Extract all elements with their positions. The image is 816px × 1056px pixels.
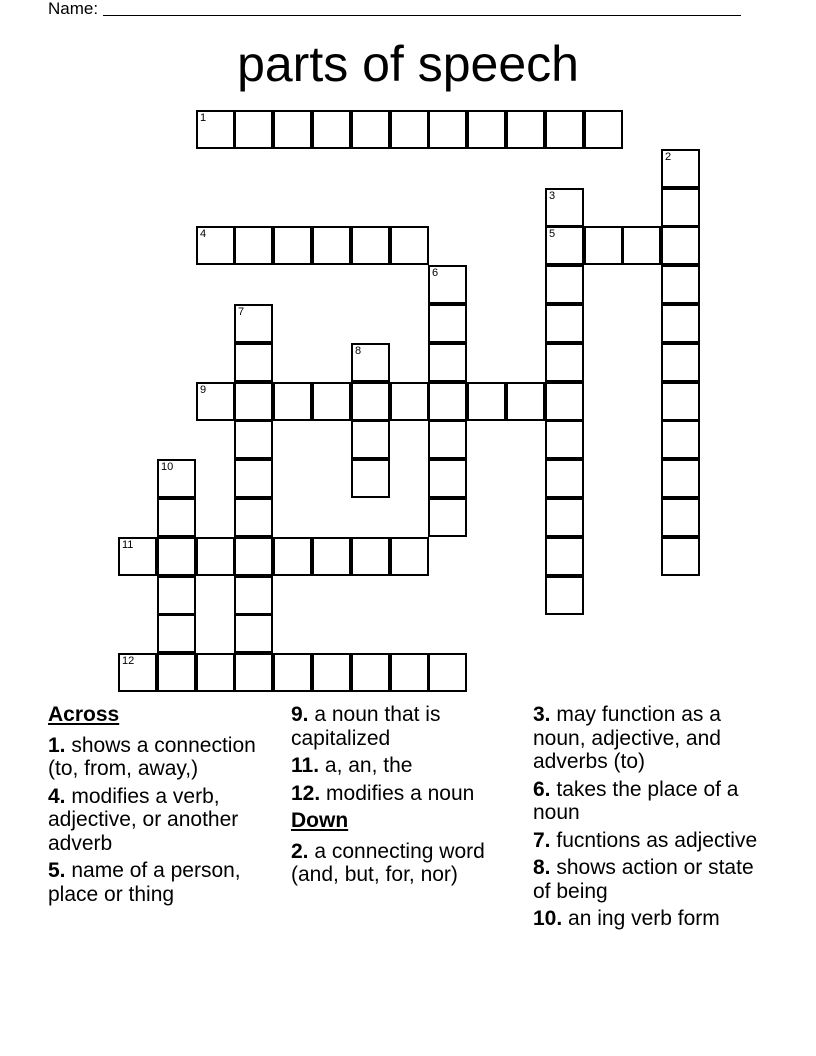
crossword-cell[interactable] — [390, 382, 429, 421]
cell-number: 7 — [238, 306, 245, 318]
clues-column-3 — [533, 703, 769, 935]
cell-number: 10 — [161, 461, 174, 473]
crossword-cell[interactable] — [661, 188, 700, 227]
crossword-cell[interactable] — [234, 614, 273, 653]
crossword-cell[interactable] — [157, 498, 196, 537]
cell-number: 11 — [122, 539, 134, 551]
crossword-cell[interactable] — [428, 265, 467, 304]
clue-text: takes the place of a noun — [533, 777, 739, 824]
crossword-cell[interactable] — [661, 537, 700, 576]
crossword-cell[interactable] — [273, 382, 312, 421]
clue-number: 11. — [291, 754, 320, 777]
clue-across-5 — [48, 859, 284, 906]
crossword-cell[interactable] — [351, 537, 390, 576]
crossword-cell[interactable] — [312, 537, 351, 576]
crossword-cell[interactable] — [312, 653, 351, 692]
crossword-cell[interactable] — [661, 149, 700, 188]
crossword-cell[interactable] — [351, 653, 390, 692]
cell-number: 5 — [549, 228, 556, 240]
crossword-cell[interactable] — [234, 653, 273, 692]
crossword-cell[interactable] — [545, 420, 584, 459]
clue-text: shows a connection (to, from, away,) — [48, 733, 256, 780]
crossword-cell[interactable] — [661, 226, 700, 265]
clue-text: fucntions as adjective — [556, 828, 758, 852]
clues-column-1 — [48, 703, 284, 910]
clue-number: 10. — [533, 907, 563, 930]
crossword-cell[interactable] — [234, 304, 273, 343]
crossword-cell[interactable] — [234, 537, 273, 576]
crossword-cell[interactable] — [234, 459, 273, 498]
crossword-cell[interactable] — [661, 382, 700, 421]
crossword-cell[interactable] — [545, 226, 584, 265]
crossword-cell[interactable] — [506, 110, 545, 149]
clue-number: 4. — [48, 784, 66, 808]
crossword-cell[interactable] — [661, 498, 700, 537]
clue-text: a connecting word (and, but, for, nor) — [291, 839, 485, 886]
crossword-cell[interactable] — [312, 226, 351, 265]
clue-number: 8. — [533, 856, 551, 879]
clue-number: 9. — [291, 703, 309, 726]
crossword-cell[interactable] — [234, 226, 273, 265]
crossword-cell[interactable] — [622, 226, 661, 265]
crossword-cell[interactable] — [428, 498, 467, 537]
crossword-cell[interactable] — [234, 576, 273, 615]
clue-number: 1. — [48, 733, 66, 757]
crossword-cell[interactable] — [351, 343, 390, 382]
crossword-cell[interactable] — [312, 110, 351, 149]
crossword-cell[interactable] — [273, 110, 312, 149]
crossword-cell[interactable] — [196, 226, 235, 265]
crossword-cell[interactable] — [428, 459, 467, 498]
clue-number: 12. — [291, 781, 321, 805]
clue-across-9 — [291, 703, 527, 750]
crossword-cell[interactable] — [545, 188, 584, 227]
crossword-cell[interactable] — [545, 382, 584, 421]
crossword-cell[interactable] — [157, 653, 196, 692]
crossword-cell[interactable] — [196, 537, 235, 576]
crossword-cell[interactable] — [545, 576, 584, 615]
cell-number: 8 — [355, 345, 362, 357]
page-title: parts of speech — [237, 36, 579, 92]
clue-text: a, an, the — [324, 754, 413, 777]
clue-down-3 — [533, 703, 769, 774]
crossword-cell[interactable] — [545, 498, 584, 537]
clue-number: 7. — [533, 828, 551, 852]
clue-number: 2. — [291, 839, 309, 863]
crossword-cell[interactable] — [157, 576, 196, 615]
clue-text: may function as a noun, adjective, and adverbs (to) — [533, 703, 721, 773]
clue-across-4 — [48, 785, 284, 856]
crossword-cell[interactable] — [351, 420, 390, 459]
crossword-cell[interactable] — [157, 459, 196, 498]
across-heading: Across — [48, 703, 120, 726]
crossword-cell[interactable] — [390, 653, 429, 692]
crossword-cell[interactable] — [545, 459, 584, 498]
crossword-cell[interactable] — [351, 382, 390, 421]
crossword-cell[interactable] — [661, 343, 700, 382]
crossword-cell[interactable] — [506, 382, 545, 421]
crossword-cell[interactable] — [428, 382, 467, 421]
crossword-cell[interactable] — [390, 226, 429, 265]
clue-across-11 — [291, 754, 527, 778]
cell-number: 2 — [665, 151, 672, 163]
clue-down-2 — [291, 840, 527, 887]
clue-text: shows action or state of being — [533, 856, 754, 903]
crossword-cell[interactable] — [196, 653, 235, 692]
crossword-cell[interactable] — [273, 226, 312, 265]
crossword-cell[interactable] — [234, 382, 273, 421]
crossword-cell[interactable] — [390, 537, 429, 576]
clue-number: 5. — [48, 859, 66, 882]
crossword-cell[interactable] — [428, 653, 467, 692]
crossword-cell[interactable] — [545, 343, 584, 382]
crossword-cell[interactable] — [273, 537, 312, 576]
clue-text: an ing verb form — [568, 907, 720, 930]
cell-number: 4 — [200, 228, 207, 240]
name-label: Name: — [48, 0, 99, 18]
crossword-cell[interactable] — [234, 110, 273, 149]
crossword-cell[interactable] — [351, 459, 390, 498]
clue-text: modifies a noun — [326, 781, 475, 805]
clue-down-7 — [533, 829, 769, 853]
crossword-cell[interactable] — [545, 537, 584, 576]
crossword-cell[interactable] — [545, 304, 584, 343]
crossword-cell[interactable] — [118, 537, 157, 576]
crossword-cell[interactable] — [234, 343, 273, 382]
crossword-cell[interactable] — [584, 110, 623, 149]
clue-down-10 — [533, 907, 769, 931]
crossword-cell[interactable] — [661, 304, 700, 343]
down-heading: Down — [291, 809, 349, 832]
crossword-cell[interactable] — [428, 420, 467, 459]
cell-number: 6 — [432, 267, 439, 279]
crossword-cell[interactable] — [428, 304, 467, 343]
crossword-cell[interactable] — [428, 343, 467, 382]
crossword-cell[interactable] — [351, 226, 390, 265]
crossword-cell[interactable] — [545, 110, 584, 149]
cell-number: 12 — [122, 655, 135, 667]
clue-across-12 — [291, 782, 527, 806]
crossword-cell[interactable] — [467, 382, 506, 421]
clue-text: name of a person, place or thing — [48, 859, 241, 906]
clues-column-2 — [291, 703, 527, 891]
crossword-cell[interactable] — [157, 614, 196, 653]
clue-across-1 — [48, 734, 284, 781]
crossword-cell[interactable] — [157, 537, 196, 576]
clue-text: modifies a verb, adjective, or another adverb — [48, 784, 239, 855]
crossword-cell[interactable] — [428, 110, 467, 149]
crossword-cell[interactable] — [312, 382, 351, 421]
crossword-cell[interactable] — [196, 110, 235, 149]
crossword-cell[interactable] — [661, 420, 700, 459]
crossword-cell[interactable] — [234, 498, 273, 537]
crossword-cell[interactable] — [661, 265, 700, 304]
crossword-cell[interactable] — [351, 110, 390, 149]
crossword-cell[interactable] — [234, 420, 273, 459]
crossword-cell[interactable] — [196, 382, 235, 421]
clue-down-6 — [533, 778, 769, 825]
crossword-cell[interactable] — [584, 226, 623, 265]
crossword-cell[interactable] — [118, 653, 157, 692]
cell-number: 3 — [549, 190, 556, 202]
crossword-cell[interactable] — [273, 653, 312, 692]
clue-number: 6. — [533, 777, 551, 801]
cell-number: 1 — [200, 112, 207, 124]
crossword-cell[interactable] — [545, 265, 584, 304]
crossword-cell[interactable] — [467, 110, 506, 149]
crossword-cell[interactable] — [661, 459, 700, 498]
cell-number: 9 — [200, 384, 207, 396]
clue-down-8 — [533, 856, 769, 903]
crossword-cell[interactable] — [390, 110, 429, 149]
clue-text: a noun that is capitalized — [291, 703, 441, 750]
clue-number: 3. — [533, 703, 551, 726]
